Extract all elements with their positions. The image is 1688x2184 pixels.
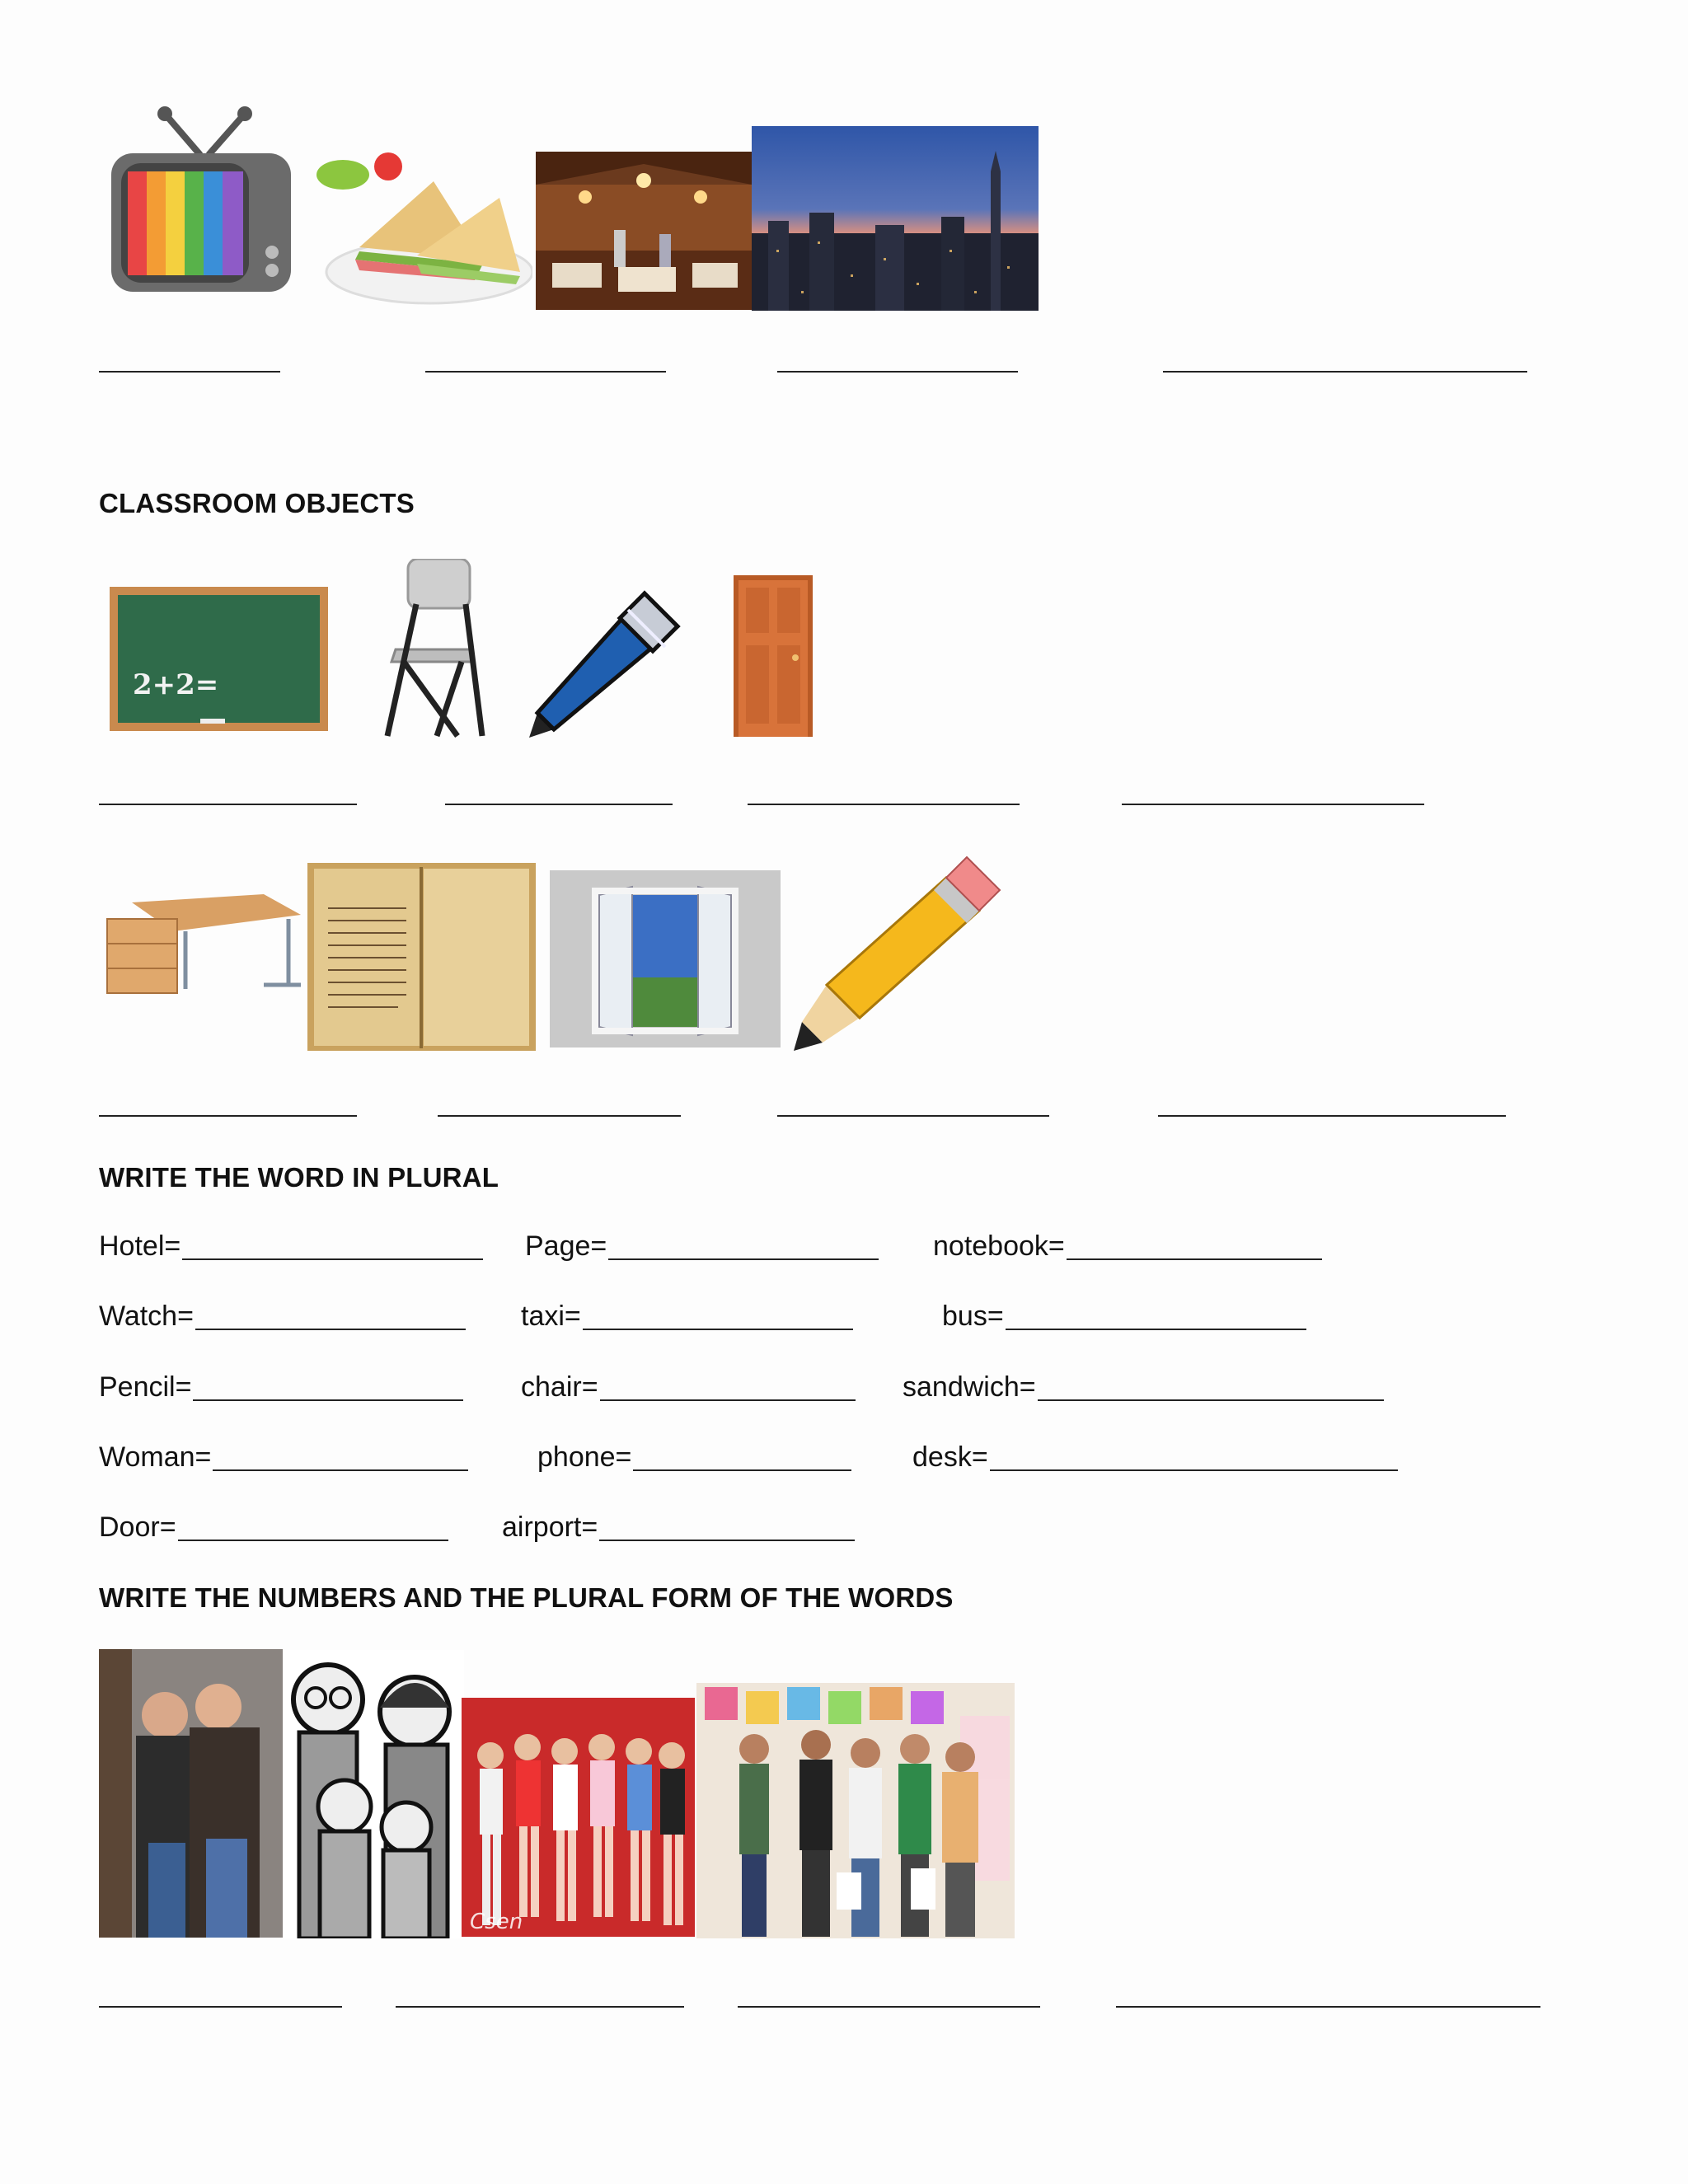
plural-item xyxy=(912,1441,1398,1474)
door-picture xyxy=(734,575,813,737)
desk-picture xyxy=(99,886,305,1001)
open-window-picture xyxy=(550,870,781,1047)
answer-blank[interactable] xyxy=(1038,1399,1384,1401)
plural-item xyxy=(942,1301,1306,1333)
plural-item xyxy=(521,1371,856,1404)
girl-group-photo xyxy=(462,1698,695,1937)
plural-item xyxy=(99,1441,468,1474)
word-label: chair= xyxy=(521,1371,598,1403)
plural-item xyxy=(903,1371,1384,1404)
plural-item xyxy=(99,1301,466,1333)
cartoon-family-picture xyxy=(283,1650,464,1938)
answer-blank[interactable] xyxy=(1006,1329,1306,1330)
answer-line[interactable] xyxy=(777,371,1018,373)
answer-blank[interactable] xyxy=(1067,1258,1322,1260)
restaurant-picture xyxy=(536,152,752,310)
answer-line[interactable] xyxy=(99,804,357,805)
plural-item xyxy=(99,1371,463,1404)
answer-line[interactable] xyxy=(99,371,280,373)
answer-line[interactable] xyxy=(99,2006,342,2008)
answer-line[interactable] xyxy=(1122,804,1424,805)
section-heading-numbers: WRITE THE NUMBERS AND THE PLURAL FORM OF THE WORDS xyxy=(99,1582,954,1613)
answer-blank[interactable] xyxy=(633,1469,851,1471)
answer-blank[interactable] xyxy=(193,1399,463,1401)
answer-line[interactable] xyxy=(777,1115,1049,1117)
answer-blank[interactable] xyxy=(195,1329,466,1330)
plural-item xyxy=(933,1230,1322,1263)
answer-line[interactable] xyxy=(748,804,1020,805)
plural-item xyxy=(537,1441,851,1474)
section-heading-plural: WRITE THE WORD IN PLURAL xyxy=(99,1162,499,1193)
folding-chair-picture xyxy=(371,559,491,740)
plural-item xyxy=(99,1511,448,1544)
two-men-photo xyxy=(99,1649,283,1938)
old-book-picture xyxy=(307,859,536,1053)
plural-item xyxy=(502,1511,855,1544)
sandwich-picture xyxy=(310,148,532,309)
word-label: Hotel= xyxy=(99,1230,181,1262)
chalkboard-picture xyxy=(110,587,328,731)
answer-blank[interactable] xyxy=(600,1399,856,1401)
answer-blank[interactable] xyxy=(182,1258,483,1260)
word-label: sandwich= xyxy=(903,1371,1036,1403)
answer-line[interactable] xyxy=(738,2006,1040,2008)
plural-item xyxy=(525,1230,879,1263)
word-label: Watch= xyxy=(99,1301,194,1332)
city-skyline-picture xyxy=(752,126,1039,311)
answer-blank[interactable] xyxy=(178,1540,448,1541)
answer-blank[interactable] xyxy=(599,1540,855,1541)
answer-line[interactable] xyxy=(1163,371,1527,373)
word-label: taxi= xyxy=(521,1301,581,1332)
word-label: desk= xyxy=(912,1441,988,1473)
answer-line[interactable] xyxy=(438,1115,681,1117)
answer-line[interactable] xyxy=(99,1115,357,1117)
answer-blank[interactable] xyxy=(583,1329,853,1330)
word-label: Pencil= xyxy=(99,1371,192,1403)
word-label: bus= xyxy=(942,1301,1004,1332)
photo-watermark: Csen xyxy=(470,1910,523,1934)
word-label: phone= xyxy=(537,1441,632,1473)
answer-line[interactable] xyxy=(1158,1115,1506,1117)
word-label: Door= xyxy=(99,1511,176,1543)
plural-item xyxy=(99,1230,483,1263)
answer-blank[interactable] xyxy=(990,1469,1398,1471)
chalkboard-text: 2+2= xyxy=(133,668,219,701)
section-heading-classroom: CLASSROOM OBJECTS xyxy=(99,488,415,518)
answer-line[interactable] xyxy=(445,804,673,805)
pencil-picture xyxy=(790,845,1002,1055)
answer-line[interactable] xyxy=(425,371,666,373)
women-group-photo xyxy=(696,1683,1015,1938)
pen-picture xyxy=(521,577,690,746)
plural-item xyxy=(521,1301,853,1333)
word-label: notebook= xyxy=(933,1230,1065,1262)
answer-blank[interactable] xyxy=(608,1258,879,1260)
word-label: airport= xyxy=(502,1511,598,1543)
word-label: Woman= xyxy=(99,1441,212,1473)
answer-blank[interactable] xyxy=(213,1469,468,1471)
answer-line[interactable] xyxy=(1116,2006,1540,2008)
word-label: Page= xyxy=(525,1230,607,1262)
television-picture xyxy=(103,105,299,297)
answer-line[interactable] xyxy=(396,2006,684,2008)
